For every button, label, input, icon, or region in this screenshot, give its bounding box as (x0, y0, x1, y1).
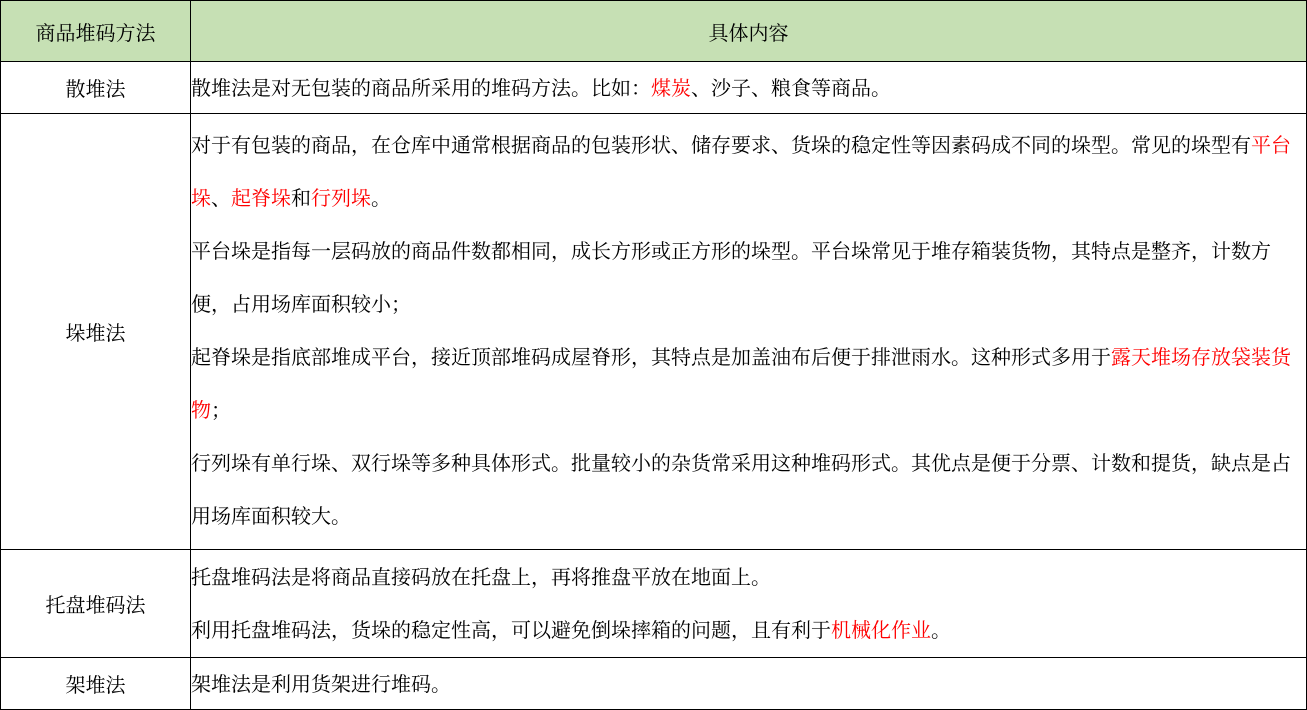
content-cell (191, 550, 1307, 658)
content-cell (191, 62, 1307, 114)
highlight-text: 起脊垛 (231, 185, 291, 210)
highlight-text: 行列垛 (311, 185, 371, 210)
method-cell: 托盘堆码法 (1, 550, 191, 658)
paragraph-text: 。 (371, 185, 391, 210)
paragraph-text: 利用托盘堆码法，货垛的稳定性高，可以避免倒垛摔箱的问题，且有利于 (191, 617, 831, 642)
paragraph (191, 331, 1306, 437)
highlight-text: 露天堆场存放袋装货物 (191, 344, 1291, 422)
paragraph: 托盘堆码法是将商品直接码放在托盘上，再将推盘平放在地面上。 (191, 564, 771, 589)
paragraph (191, 70, 1306, 106)
paragraph: 平台垛是指每一层码放的商品件数都相同，成长方形或正方形的垛型。平台垛常见于堆存箱装货物，其特点是整齐，计数方便，占用场库面积较小； (191, 238, 1271, 316)
table-header-row (1, 1, 1307, 62)
content-cell (191, 658, 1307, 710)
method-cell: 架堆法 (1, 658, 191, 710)
table-row (1, 550, 1307, 658)
paragraph (191, 604, 1306, 657)
paragraph-text: 起脊垛是指底部堆成平台，接近顶部堆码成屋脊形，其特点是加盖油布后便于排泄雨水。这种形式多用于 (191, 344, 1111, 369)
paragraph: 架堆法是利用货架进行堆码。 (191, 671, 451, 696)
paragraph-text: 、沙子、粮食等商品。 (691, 75, 891, 100)
paragraph-text: ； (211, 397, 231, 422)
paragraph-text: 散堆法是对无包装的商品所采用的堆码方法。比如： (191, 75, 651, 100)
paragraph-text: 。 (931, 617, 951, 642)
content-cell (191, 114, 1307, 550)
highlight-text: 煤炭 (651, 75, 691, 100)
paragraph: 行列垛有单行垛、双行垛等多种具体形式。批量较小的杂货常采用这种堆码形式。其优点是便于分票、计数和提货，缺点是占用场库面积较大。 (191, 450, 1291, 528)
separator-text: 和 (291, 185, 311, 210)
highlight-text: 平台垛 (191, 132, 1291, 210)
header-content: 具体内容 (191, 1, 1307, 62)
separator-text: 、 (211, 185, 231, 210)
method-cell: 散堆法 (1, 62, 191, 114)
table-row (1, 62, 1307, 114)
method-cell: 垛堆法 (1, 114, 191, 550)
highlight-text: 机械化作业 (831, 617, 931, 642)
header-method: 商品堆码方法 (1, 1, 191, 62)
paragraph-text: 对于有包装的商品，在仓库中通常根据商品的包装形状、储存要求、货垛的稳定性等因素码成不同的垛型。常见的垛型有 (191, 132, 1251, 157)
table-row (1, 658, 1307, 710)
table-row (1, 114, 1307, 550)
paragraph (191, 119, 1306, 225)
